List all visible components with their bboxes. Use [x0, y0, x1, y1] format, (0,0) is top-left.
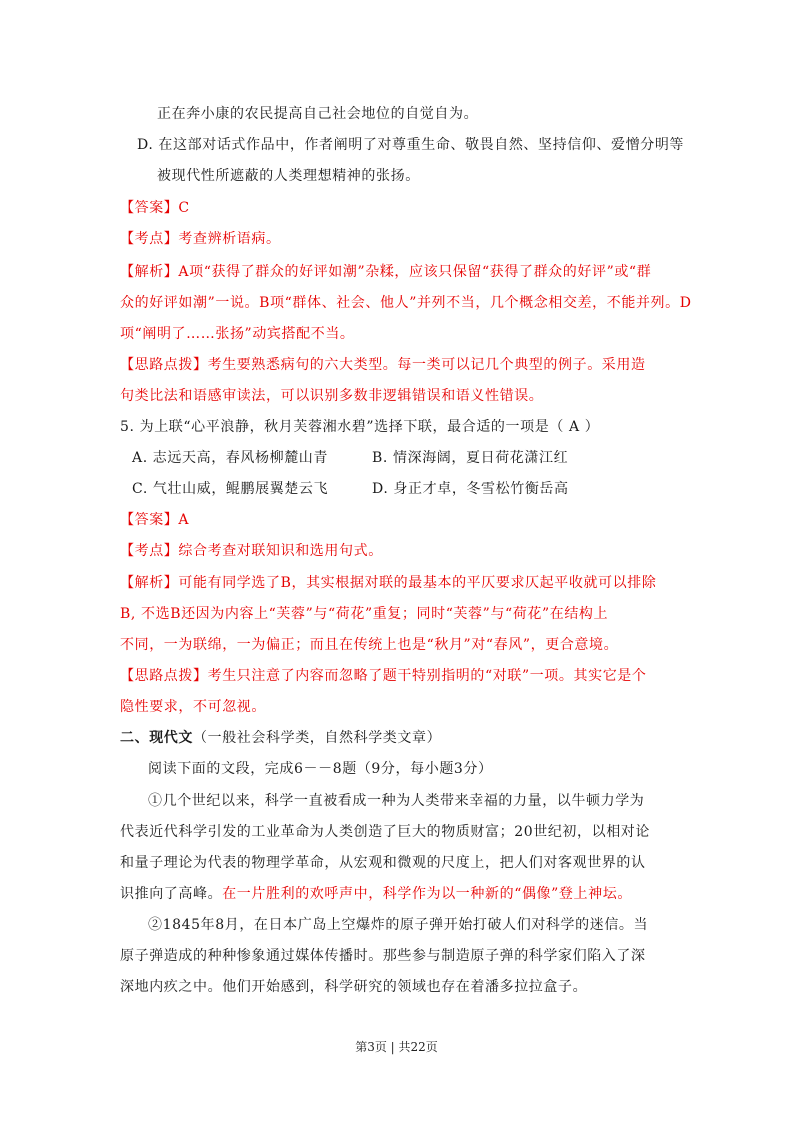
analysis-line: 项“阐明了……张扬”动宾搭配不当。 — [120, 326, 355, 342]
option-a: A. 志远天高，春风杨柳麓山青 — [132, 450, 329, 466]
hint-line: 隐性要求，不可忽视。 — [120, 699, 266, 715]
option-c: C. 气壮山威，鲲鹏展翼楚云飞 — [132, 481, 329, 497]
hint-line: 【思路点拨】考生只注意了内容而忽略了题干特别指明的“对联”一项。其实它是个 — [120, 668, 647, 684]
analysis-line: 【解析】A项“获得了群众的好评如潮”杂糅，应该只保留“获得了群众的好评”或“群 — [120, 264, 652, 280]
section-subtitle: （一般社会科学类，自然科学类文章） — [193, 730, 442, 746]
paragraph-line: 代表近代科学引发的工业革命为人类创造了巨大的物质财富；20世纪初，以相对论 — [120, 824, 651, 840]
question-5: 5. 为上联“心平浪静，秋月芙蓉湘水碧”选择下联，最合适的一项是（ A ） — [120, 419, 600, 435]
option-d-line: D. 在这部对话式作品中，作者阐明了对尊重生命、敬畏自然、坚持信仰、爱憎分明等 — [137, 137, 685, 153]
answer-label: 【答案】A — [120, 512, 190, 528]
paragraph-line: 深地内疚之中。他们开始感到，科学研究的领域也存在着潘多拉拉盒子。 — [120, 979, 588, 995]
section-heading — [120, 728, 441, 748]
answer-label: 【答案】C — [120, 200, 190, 216]
paragraph-line — [120, 884, 632, 904]
section-title: 二、现代文 — [120, 730, 193, 746]
hint-line: 句类比法和语感审读法，可以识别多数非逻辑错误和语义性错误。 — [120, 388, 544, 404]
analysis-line: B, 不选B还因为内容上“芙蓉”与“荷花”重复；同时“芙蓉”与“荷花”在结构上 — [120, 606, 609, 622]
paragraph-line: ②1845年8月，在日本广岛上空爆炸的原子弹开始打破人们对科学的迷信。当 — [148, 917, 649, 933]
paragraph-text: 识推向了高峰。 — [120, 886, 223, 902]
analysis-line: 众的好评如潮”一说。B项“群体、社会、他人”并列不当，几个概念相交差，不能并列。D — [120, 295, 692, 311]
page-footer: 第3页 | 共22页 — [355, 1040, 438, 1054]
text-line: 正在奔小康的农民提高自己社会地位的自觉自为。 — [157, 106, 479, 122]
hint-line: 【思路点拨】考生要熟悉病句的六大类型。每一类可以记几个典型的例子。采用造 — [120, 357, 646, 373]
option-d: D. 身正才卓，冬雪松竹衡岳高 — [372, 481, 569, 497]
paragraph-line: 原子弹造成的种种惨象通过媒体传播时。那些参与制造原子弹的科学家们陷入了深 — [120, 948, 646, 964]
analysis-line: 【解析】可能有同学选了B，其实根据对联的最基本的平仄要求仄起平收就可以排除 — [120, 575, 657, 591]
option-b: B. 情深海阔，夏日荷花潇江红 — [372, 450, 569, 466]
analysis-line: 不同，一为联绵，一为偏正；而且在传统上也是“秋月”对“春风”，更合意境。 — [120, 637, 619, 653]
text-line: 被现代性所遮蔽的人类理想精神的张扬。 — [157, 168, 420, 184]
instruction-line: 阅读下面的文段，完成6－－8题（9分，每小题3分） — [148, 761, 493, 777]
test-point: 【考点】综合考查对联知识和选用句式。 — [120, 543, 383, 559]
paragraph-line: 和量子理论为代表的物理学革命，从宏观和微观的尺度上，把人们对客观世界的认 — [120, 855, 646, 871]
test-point: 【考点】考查辨析语病。 — [120, 231, 281, 247]
highlighted-sentence: 在一片胜利的欢呼声中，科学作为以一种新的“偶像”登上神坛。 — [222, 886, 632, 902]
paragraph-line: ①几个世纪以来，科学一直被看成一种为人类带来幸福的力量，以牛顿力学为 — [148, 793, 645, 809]
